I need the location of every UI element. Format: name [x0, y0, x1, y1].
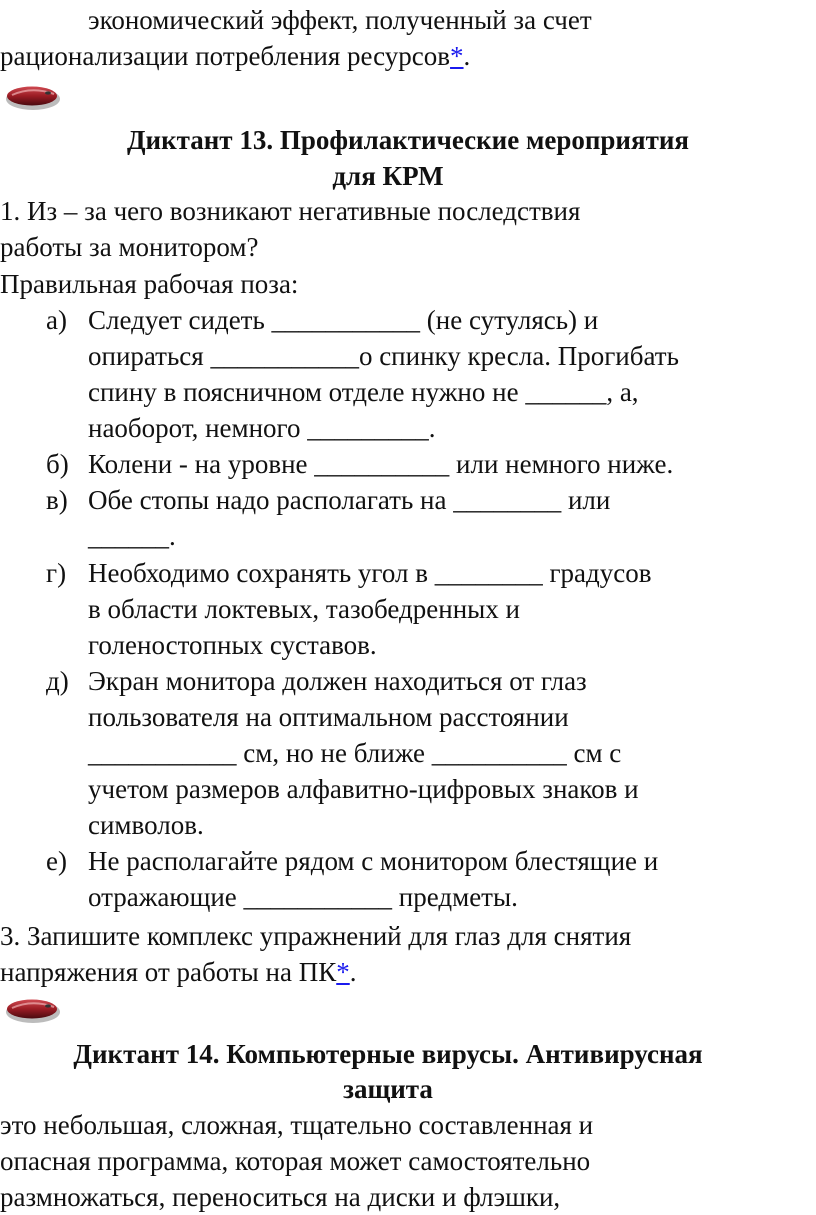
- list-item-line: спину в поясничном отделе нужно не ______, а,: [88, 377, 639, 407]
- list-item-line: ______.: [88, 521, 176, 551]
- q3-line-2-end: .: [349, 957, 357, 987]
- intro-line-1: экономический эффект, полученный за счет: [88, 5, 592, 35]
- section14-title-line-2: защита: [343, 1074, 433, 1104]
- intro-line-2: [0, 38, 470, 74]
- list-item-line: опираться ___________о спинку кресла. Прогибать: [88, 341, 679, 371]
- intro-line-2-end: .: [463, 41, 471, 71]
- section13-title-line-1: Диктант 13. Профилактические мероприятия: [126, 125, 690, 155]
- list-item-label: б): [46, 449, 69, 479]
- list-item-line: в области локтевых, тазобедренных и: [88, 594, 520, 624]
- computer-mouse-icon: [4, 82, 62, 112]
- computer-mouse-icon: [4, 995, 62, 1025]
- list-item-line: ___________ см, но не ближе __________ см с: [88, 738, 622, 768]
- q3-line-1: 3. Запишите комплекс упражнений для глаз для снятия: [0, 921, 632, 951]
- section13-title-line-2: для КРМ: [332, 161, 444, 191]
- list-item-line: символов.: [88, 810, 204, 840]
- q3-line-2-text: напряжения от работы на ПК: [0, 957, 337, 987]
- list-item-line: учетом размеров алфавитно-цифровых знаков и: [88, 774, 639, 804]
- footnote-link[interactable]: *: [450, 41, 464, 71]
- list-item-label: в): [46, 485, 68, 515]
- intro-line-2-text: рационализации потребления ресурсов: [0, 41, 451, 71]
- list-item-label: г): [46, 558, 67, 588]
- q1-line-2: работы за монитором?: [0, 232, 259, 262]
- list-item-label: е): [46, 846, 67, 876]
- list-item-line: Экран монитора должен находиться от глаз: [88, 666, 587, 696]
- list-item-line: Обе стопы надо располагать на ________ или: [88, 485, 611, 515]
- list-item-line: Необходимо сохранять угол в ________ градусов: [88, 558, 652, 588]
- pose-label: Правильная рабочая поза:: [0, 269, 299, 299]
- body-line-1: это небольшая, сложная, тщательно составленная и: [0, 1110, 594, 1140]
- list-item-line: Не располагайте рядом с монитором блестящие и: [88, 846, 659, 876]
- list-item-line: Колени - на уровне __________ или немного ниже.: [88, 449, 674, 479]
- q1-line-1: 1. Из – за чего возникают негативные последствия: [0, 196, 581, 226]
- list-item-line: наоборот, немного _________.: [88, 413, 436, 443]
- body-line-2: опасная программа, которая может самостоятельно: [0, 1146, 591, 1176]
- list-item-line: отражающие ___________ предметы.: [88, 882, 518, 912]
- list-item-line: пользователя на оптимальном расстоянии: [88, 702, 569, 732]
- q3-line-2: [0, 954, 356, 990]
- list-item-label: а): [46, 305, 67, 335]
- section14-title-line-1: Диктант 14. Компьютерные вирусы. Антивирусная: [73, 1039, 703, 1069]
- list-item-line: голеностопных суставов.: [88, 630, 377, 660]
- footnote-link[interactable]: *: [336, 957, 350, 987]
- body-line-3: размножаться, переноситься на диски и флэшки,: [0, 1182, 561, 1212]
- list-item-line: Следует сидеть ___________ (не сутулясь) и: [88, 305, 599, 335]
- list-item-label: д): [46, 666, 69, 696]
